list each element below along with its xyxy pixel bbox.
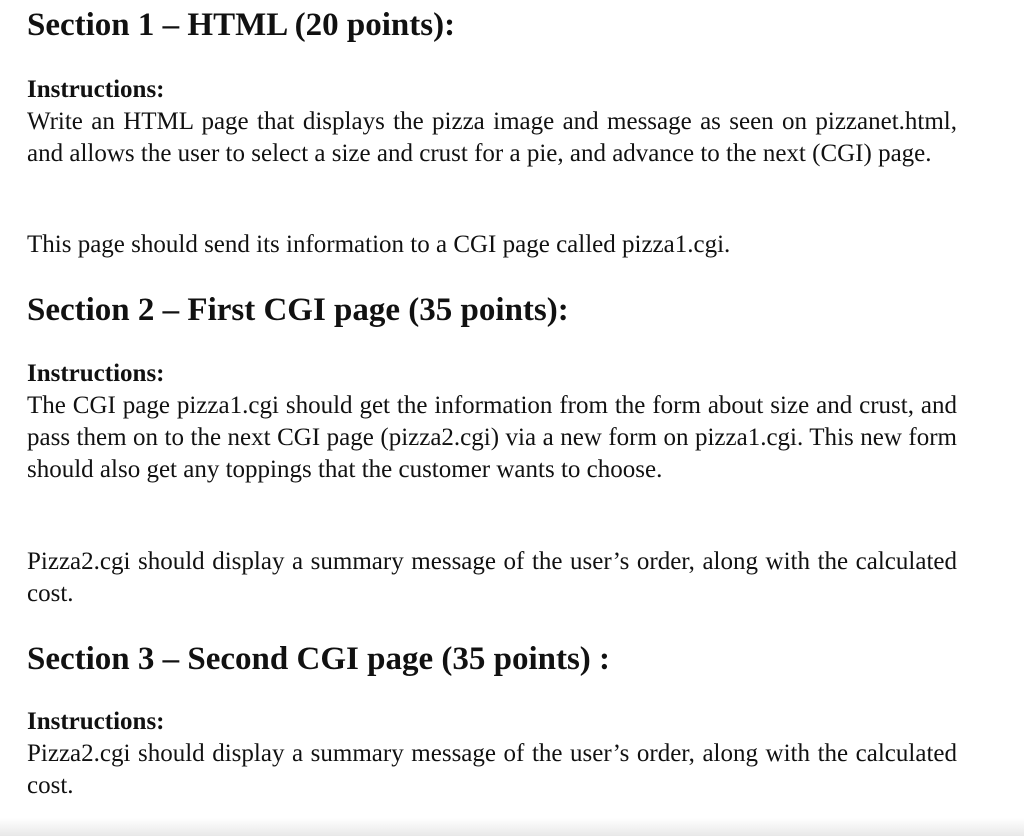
section-3-paragraph-1: Pizza2.cgi should display a summary message of the user’s order, along with the calculated cost. [27, 740, 957, 799]
section-1-instructions-label: Instructions: [27, 76, 165, 103]
section-3-title: Section 3 – Second CGI page (35 points) : [27, 641, 611, 677]
page-bottom-shadow [0, 818, 1024, 836]
section-2-paragraph-1: The CGI page pizza1.cgi should get the information from the form about size and crust, and pass them on to the next CGI page (pizza2.cgi) via a new form on pizza1.cgi. This new form should also get any toppings that the customer wants to choose. [27, 392, 957, 483]
section-3-instructions-label: Instructions: [27, 708, 165, 735]
section-1-title: Section 1 – HTML (20 points): [27, 7, 456, 43]
section-2-instructions-label: Instructions: [27, 360, 165, 387]
section-2-paragraph-2: Pizza2.cgi should display a summary message of the user’s order, along with the calculated cost. [27, 548, 957, 607]
section-2-title: Section 2 – First CGI page (35 points): [27, 292, 569, 328]
section-1-paragraph-2: This page should send its information to a CGI page called pizza1.cgi. [27, 231, 731, 258]
section-1-paragraph-1: Write an HTML page that displays the pizza image and message as seen on pizzanet.html, and allows the user to select a size and crust for a pie, and advance to the next (CGI) page. [27, 108, 957, 167]
